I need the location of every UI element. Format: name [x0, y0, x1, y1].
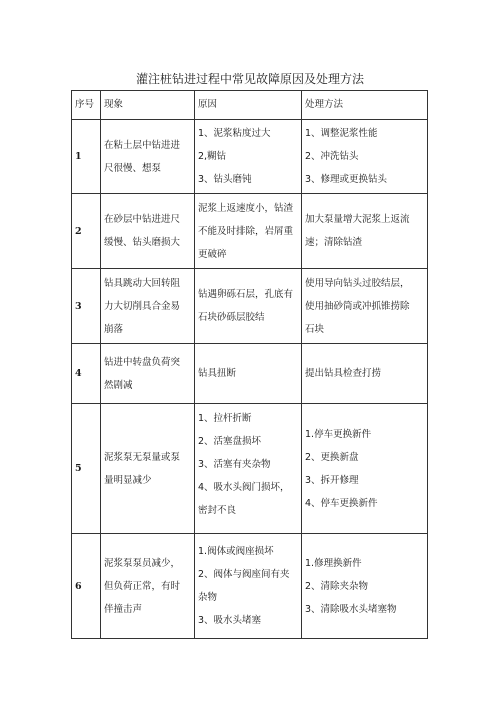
solution-line: 1.停车更换新件 — [305, 428, 372, 440]
cell-phenomenon — [101, 194, 195, 269]
cause-line: 2,糊钻 — [198, 151, 227, 162]
cell-phenomenon — [101, 534, 195, 639]
phenomenon-line: 尺很慢、想泵 — [104, 162, 162, 174]
phenomenon-line: 缓慢、钻头磨损大 — [104, 237, 181, 248]
cell-solution — [302, 344, 428, 404]
solution-line: 加大泵量增大泥浆上返流 — [305, 214, 410, 225]
solution-line: 2、更换新盘 — [305, 451, 359, 463]
cause-line: 3、钻头磨钝 — [198, 174, 252, 185]
phenomenon-line: 钻进中转盘负荷突 — [104, 356, 181, 368]
row-number: 5 — [72, 404, 101, 534]
phenomenon-line: 崩落 — [104, 323, 124, 335]
cell-solution — [302, 120, 428, 194]
cause-line: 不能及时排除，岩屑重 — [198, 225, 294, 237]
phenomenon-line: 伴撞击声 — [104, 603, 143, 615]
phenomenon-line: 力大切削具合金易 — [104, 300, 181, 312]
solution-line: 4、停车更换新件 — [305, 497, 378, 509]
cause-line: 4、吸水头阀门损坏， — [198, 481, 290, 493]
row-number: 2 — [72, 194, 101, 269]
cell-phenomenon — [101, 269, 195, 344]
cause-line: 3、吸水头堵塞 — [198, 615, 262, 626]
header-no: 序号 — [72, 91, 101, 120]
phenomenon-line: 泥浆泵泵员减少， — [104, 557, 181, 569]
table-row — [72, 534, 428, 639]
cell-phenomenon — [101, 120, 195, 194]
table-row — [72, 404, 428, 534]
cell-cause — [195, 344, 302, 404]
solution-line: 使用抽砂筒或冲抓锥捞除 — [305, 300, 410, 312]
cause-line: 2、活塞盘损坏 — [198, 435, 262, 447]
row-number: 4 — [72, 344, 101, 404]
cause-line: 1、拉杆折断 — [198, 412, 252, 424]
solution-line: 使用导向钻头过胶结层， — [305, 277, 410, 289]
row-number: 6 — [72, 534, 101, 639]
solution-line: 1.修理换新件 — [305, 557, 362, 569]
phenomenon-line: 泥浆泵无泵量或泵 — [104, 451, 181, 463]
solution-line: 3、修理或更换钻头 — [305, 174, 388, 185]
row-number: 1 — [72, 120, 101, 194]
row-number: 3 — [72, 269, 101, 344]
phenomenon-line: 但负荷正常，有时 — [104, 580, 181, 592]
solution-line: 1、调整泥浆性能 — [305, 128, 378, 139]
table-header-row — [72, 91, 428, 120]
cause-line: 密封不良 — [198, 504, 237, 516]
cell-cause — [195, 534, 302, 639]
document-title: 灌注桩钻进过程中常见故障原因及处理方法 — [135, 72, 364, 86]
cause-line: 泥浆上返速度小，钻渣 — [198, 202, 294, 214]
table-row — [72, 344, 428, 404]
table-row — [72, 269, 428, 344]
solution-line: 速；清除钻渣 — [305, 237, 363, 248]
cause-line: 1、泥浆粘度过大 — [198, 128, 271, 139]
cause-line: 更破碎 — [198, 248, 227, 260]
phenomenon-line: 然剧减 — [104, 379, 133, 391]
table-row — [72, 120, 428, 194]
cause-line: 钻遇卵砾石层，孔底有 — [198, 289, 294, 300]
header-cause: 原因 — [195, 91, 302, 120]
cell-solution — [302, 269, 428, 344]
cause-line: 石块砂砾层胶结 — [198, 312, 265, 323]
solution-line: 提出钻具检查打捞 — [305, 368, 382, 379]
cell-phenomenon — [101, 404, 195, 534]
solution-line: 3、拆开修理 — [305, 474, 359, 486]
phenomenon-line: 钻具跳动大回转阻 — [104, 277, 181, 289]
header-solution: 处理方法 — [302, 91, 428, 120]
cell-solution — [302, 404, 428, 534]
cell-cause — [195, 404, 302, 534]
solution-line: 2、冲洗钻头 — [305, 151, 359, 162]
cell-phenomenon — [101, 344, 195, 404]
cause-line: 3、活塞有夹杂物 — [198, 458, 271, 470]
phenomenon-line: 在粘土层中钻进进 — [104, 139, 181, 151]
fault-table — [71, 90, 428, 639]
cell-solution — [302, 534, 428, 639]
cell-cause — [195, 269, 302, 344]
phenomenon-line: 在砂层中钻进进尺 — [104, 214, 181, 225]
header-phenomenon: 现象 — [101, 91, 195, 120]
cause-line: 1.阀体或阀座损坏 — [198, 546, 274, 557]
solution-line: 3、清除吸水头堵塞物 — [305, 603, 397, 615]
cause-line: 钻具扭断 — [198, 368, 237, 379]
solution-line: 2、清除夹杂物 — [305, 580, 369, 592]
phenomenon-line: 量明显减少 — [104, 474, 152, 486]
cell-cause — [195, 120, 302, 194]
cause-line: 杂物 — [198, 592, 218, 603]
solution-line: 石块 — [305, 323, 325, 335]
cell-solution — [302, 194, 428, 269]
cell-cause — [195, 194, 302, 269]
table-row — [72, 194, 428, 269]
cause-line: 2、阀体与阀座间有夹 — [198, 569, 290, 580]
